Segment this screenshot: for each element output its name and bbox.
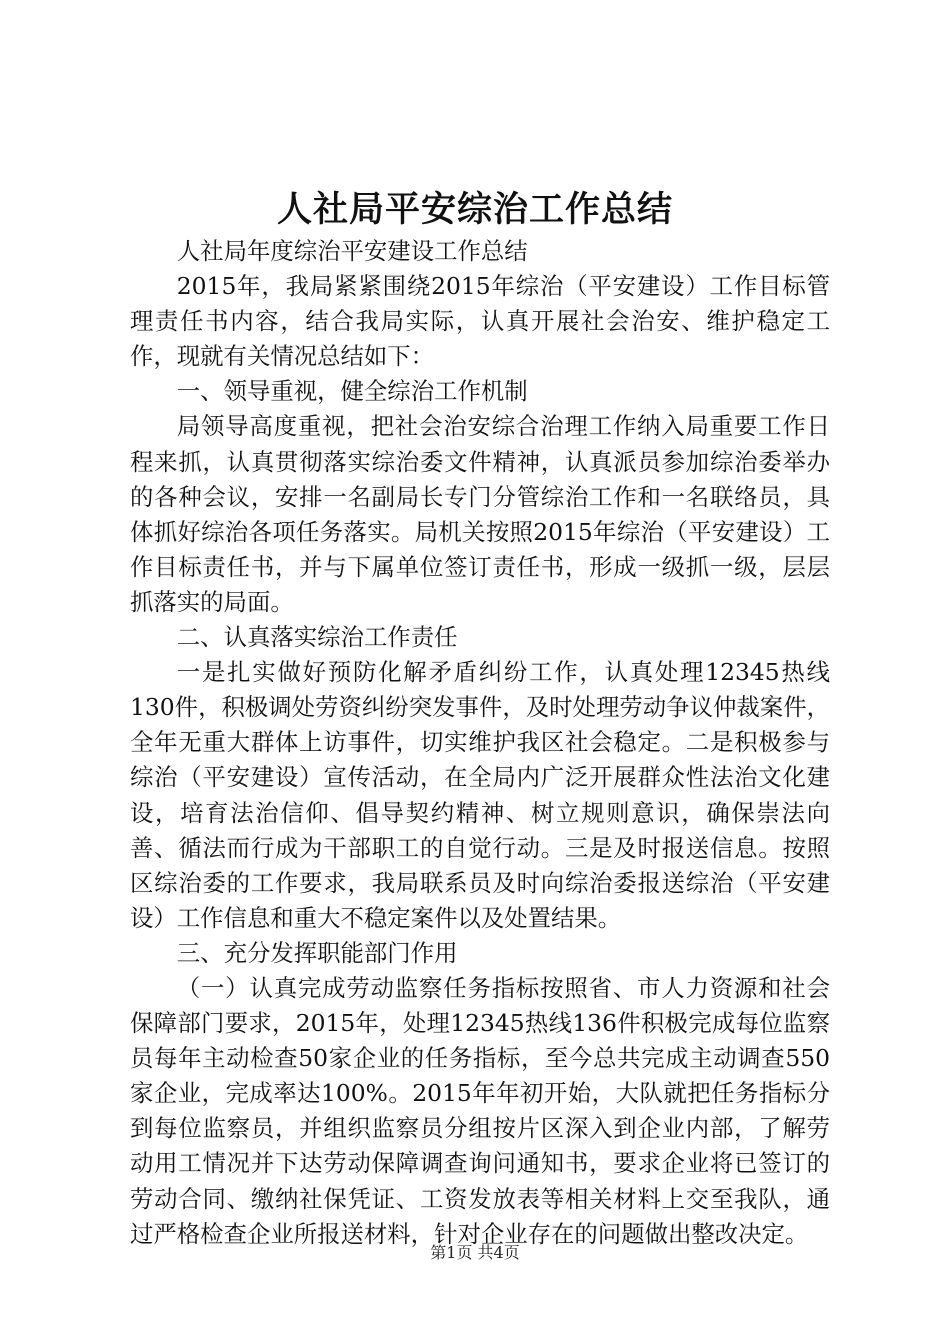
section-heading-3: 三、充分发挥职能部门作用 <box>176 938 458 967</box>
document-body <box>130 234 830 1252</box>
intro-paragraph: 2015年，我局紧紧围绕2015年综治（平安建设）工作目标管理责任书内容，结合我局实际，认真开展社会治安、维护稳定工作，现就有关情况总结如下： <box>130 272 830 371</box>
section-heading-1: 一、领导重视，健全综治工作机制 <box>176 377 528 406</box>
section-1-paragraph: 局领导高度重视，把社会治安综合治理工作纳入局重要工作日程来抓，认真贯彻落实综治委文件精神，认真派员参加综治委举办的各种会议，安排一名副局长专门分管综治工作和一名联络员，具体抓好综治各项任务落实。局机关按照2015年综治（平安建设）工作目标责任书，并与下属单位签订责任书，形成一级抓一级，层层抓落实的局面。 <box>130 412 830 616</box>
document-title: 人社局平安综治工作总结 <box>276 189 673 230</box>
section-heading-2: 二、认真落实综治工作责任 <box>176 623 458 652</box>
section-2-paragraph: 一是扎实做好预防化解矛盾纠纷工作，认真处理12345热线130件，积极调处劳资纠纷突发事件，及时处理劳动争议仲裁案件，全年无重大群体上访事件，切实维护我区社会稳定。二是积极参与综治（平安建设）宣传活动，在全局内广泛开展群众性法治文化建设，培育法治信仰、倡导契约精神、树立规则意识，确保崇法向善、循法而行成为干部职工的自觉行动。三是及时报送信息。按照区综治委的工作要求，我局联系员及时向综治委报送综治（平安建设）工作信息和重大不稳定案件以及处置结果。 <box>130 658 830 932</box>
page-number-footer: 第1页 共4页 <box>430 1243 520 1262</box>
subtitle-paragraph: 人社局年度综治平安建设工作总结 <box>176 237 528 265</box>
section-3-paragraph: （一）认真完成劳动监察任务指标按照省、市人力资源和社会保障部门要求，2015年，处理12345热线136件积极完成每位监察员每年主动检查50家企业的任务指标，至今总共完成主动调查550家企业，完成率达100%。2015年年初开始，大队就把任务指标分到每位监察员，并组织监察员分组按片区深入到企业内部，了解劳动用工情况并下达劳动保障调查询问通知书，要求企业将已签订的劳动合同、缴纳社保凭证、工资发放表等相关材料上交至我队，通过严格检查企业所报送材料，针对企业存在的问题做出整改决定。 <box>130 973 830 1248</box>
